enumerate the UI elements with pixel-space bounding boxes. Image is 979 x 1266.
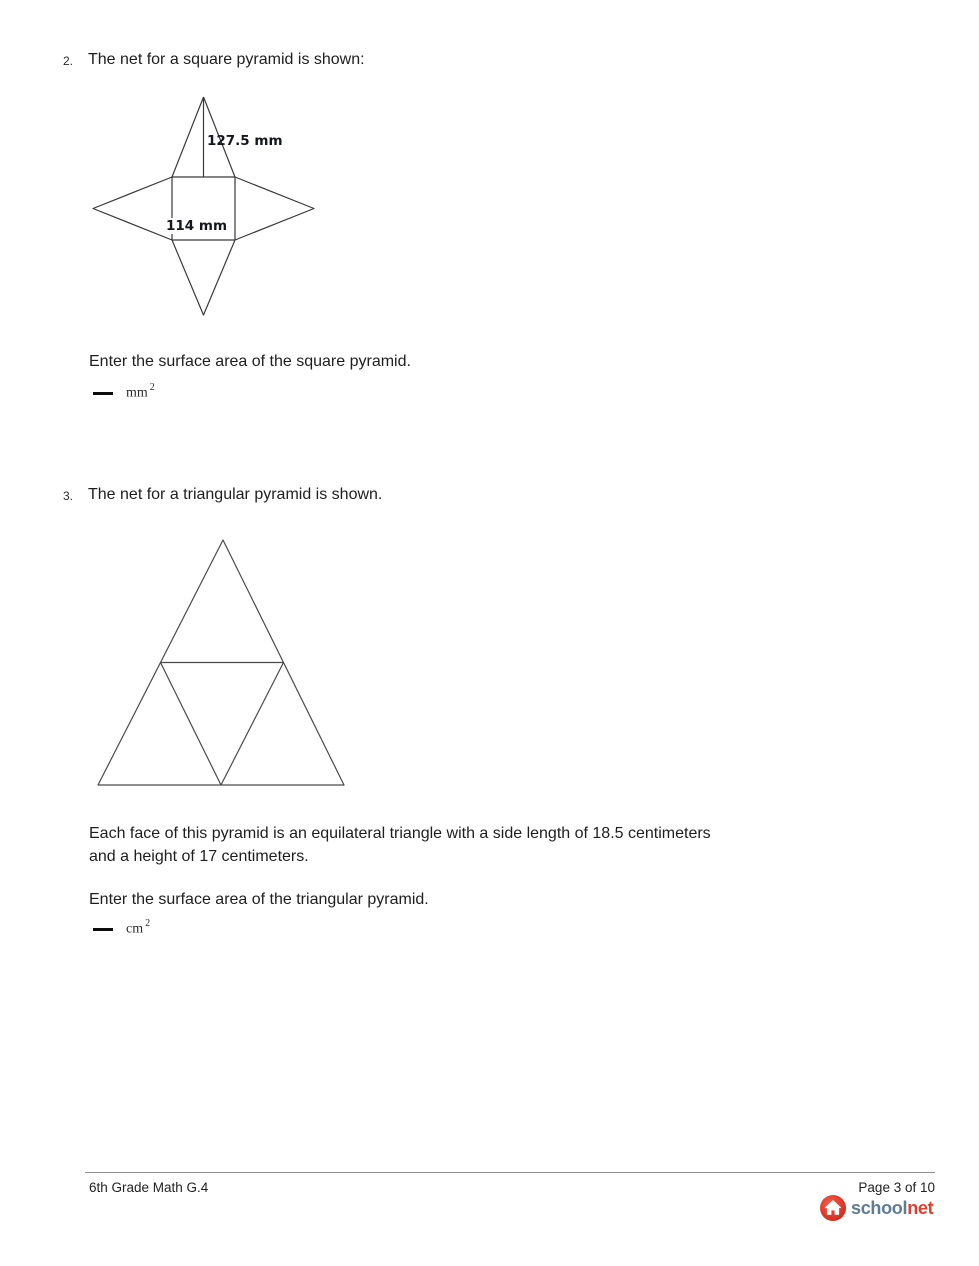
question-3-answer-row: [93, 918, 151, 938]
unit-base: cm: [126, 921, 144, 937]
base-side-label: 114 mm: [166, 218, 228, 234]
answer-blank: [93, 928, 113, 931]
schoolnet-wordmark: [851, 1198, 933, 1219]
footer-course-title: 6th Grade Math G.4: [89, 1180, 209, 1195]
footer-page-indicator: Page 3 of 10: [858, 1180, 935, 1195]
question-3-description: [89, 822, 849, 868]
slant-height-label: 127.5 mm: [207, 133, 283, 149]
triangular-pyramid-net-figure: [95, 534, 347, 787]
square-pyramid-net-drawing: [85, 90, 320, 322]
square-pyramid-net-figure: [85, 90, 320, 322]
answer-unit: [126, 383, 153, 402]
unit-base: mm: [126, 385, 148, 401]
unit-exponent: 2: [145, 918, 151, 929]
question-2-prompt: Enter the surface area of the square pyramid.: [89, 353, 411, 370]
description-line-1: Each face of this pyramid is an equilateral triangle with a side length of 18.5 centimeters: [89, 825, 711, 842]
question-2-number: 2.: [63, 54, 74, 68]
logo-text-net: net: [907, 1197, 934, 1218]
footer-divider: [85, 1172, 935, 1173]
question-3-text: The net for a triangular pyramid is shown.: [88, 486, 383, 503]
triangular-pyramid-net-drawing: [95, 534, 347, 787]
unit-exponent: 2: [149, 382, 155, 393]
answer-blank: [93, 392, 113, 395]
question-2-text: The net for a square pyramid is shown:: [88, 51, 365, 68]
schoolnet-logo: [819, 1194, 933, 1222]
answer-unit: [126, 918, 151, 938]
logo-text-school: school: [851, 1197, 908, 1218]
question-3-number: 3.: [63, 489, 74, 503]
description-line-2: and a height of 17 centimeters.: [89, 848, 309, 865]
question-2-answer-row: [93, 383, 153, 402]
question-3-prompt: Enter the surface area of the triangular pyramid.: [89, 891, 429, 908]
home-icon: [819, 1194, 847, 1222]
